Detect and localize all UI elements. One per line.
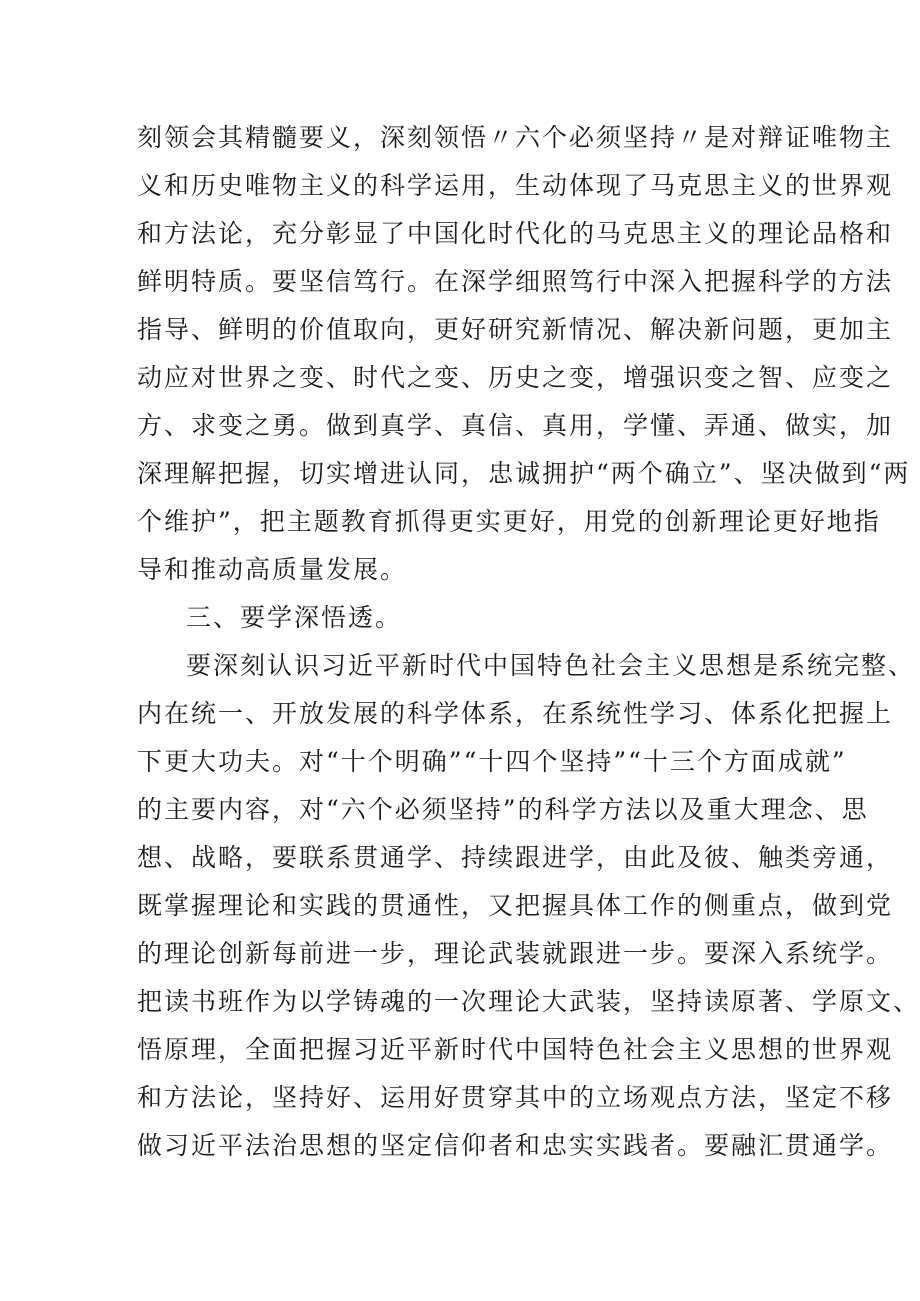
text-line: 的主要内容，对“六个必须坚持”的科学方法以及重大理念、思: [137, 795, 869, 824]
text-line: 的理论创新每前进一步，理论武装就跟进一步。要深入系统学。: [137, 939, 894, 968]
text-line: 指导、鲜明的价值取向，更好研究新情况、解决新问题，更加主: [137, 315, 894, 344]
text-line: 义和历史唯物主义的科学运用，生动体现了马克思主义的世界观: [137, 171, 894, 200]
text-line: 既掌握理论和实践的贯通性，又把握具体工作的侧重点，做到党: [137, 891, 894, 920]
text-line: 和方法论，坚持好、运用好贯穿其中的立场观点方法，坚定不移: [137, 1083, 894, 1112]
section-heading: 三、要学深悟透。: [186, 603, 403, 632]
text-line: 深理解把握，切实增进认同，忠诚拥护“两个确立”、坚决做到“两: [137, 459, 911, 488]
text-line: 动应对世界之变、时代之变、历史之变，增强识变之智、应变之: [137, 363, 894, 392]
text-line: 鲜明特质。要坚信笃行。在深学细照笃行中深入把握科学的方法: [137, 267, 894, 296]
text-line: 要深刻认识习近平新时代中国特色社会主义思想是系统完整、: [186, 651, 916, 680]
text-line: 方、求变之勇。做到真学、真信、真用，学懂、弄通、做实，加: [137, 411, 894, 440]
text-line: 做习近平法治思想的坚定信仰者和忠实实践者。要融汇贯通学。: [137, 1131, 894, 1160]
text-line: 内在统一、开放发展的科学体系，在系统性学习、体系化把握上: [137, 699, 894, 728]
text-line: 下更大功夫。对“十个明确”“十四个坚持”“十三个方面成就”: [137, 747, 847, 776]
text-line: 导和推动高质量发展。: [137, 555, 408, 584]
text-line: 和方法论，充分彰显了中国化时代化的马克思主义的理论品格和: [137, 219, 894, 248]
text-line: 刻领会其精髓要义，深刻领悟〃六个必须坚持〃是对辩证唯物主: [137, 123, 894, 152]
text-line: 把读书班作为以学铸魂的一次理论大武装，坚持读原著、学原文、: [137, 987, 920, 1016]
text-line: 悟原理，全面把握习近平新时代中国特色社会主义思想的世界观: [137, 1035, 894, 1064]
text-line: 个维护”，把主题教育抓得更实更好，用党的创新理论更好地指: [137, 507, 881, 536]
text-line: 想、战略，要联系贯通学、持续跟进学，由此及彼、触类旁通，: [137, 843, 894, 872]
